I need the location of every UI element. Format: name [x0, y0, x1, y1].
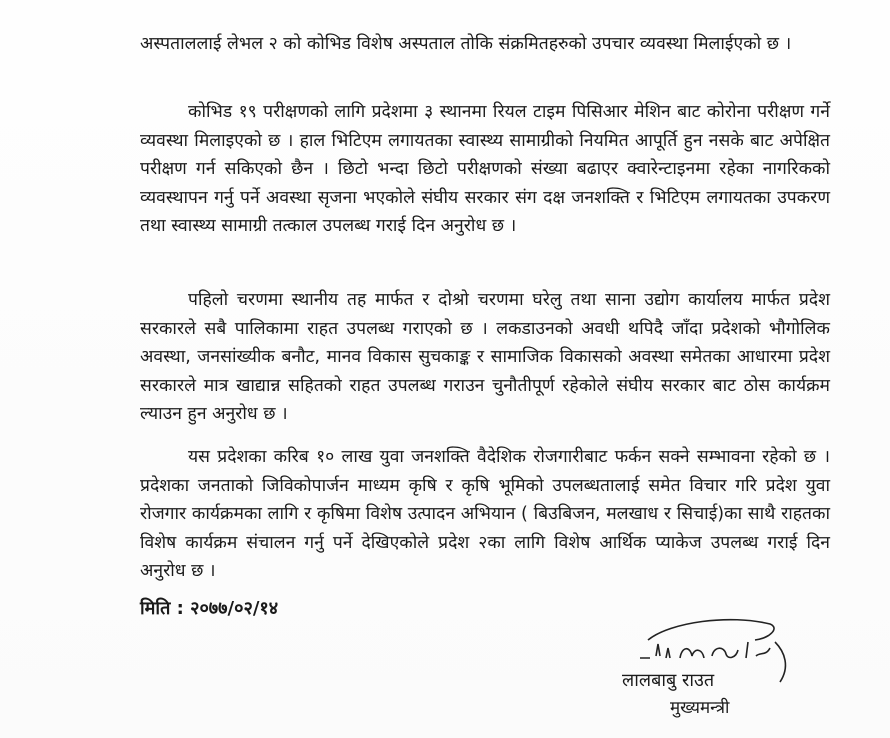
- paragraph-employment: यस प्रदेशका करिब १० लाख युवा जनशक्ति वैदेशिक रोजगारीबाट फर्कन सक्ने सम्भावना रहेको छ । प्रदेशका जनताको जिविकोपार्जन माध्यम कृषि र कृषि भूमिको उपलब्धतालाई समेत विचार गरि प्रदेश युवा रोजगार कार्यक्रमका लागि र कृषिमा विशेष उत्पादन अभियान ( बिउबिजन, मलखाध र सिचाई)का साथै राहतका विशेष कार्यक्रम संचालन गर्नु पर्ने देखिएकोले प्रदेश २का लागि विशेष आर्थिक प्याकेज उपलब्ध गराई दिन अनुरोध छ ।: [140, 447, 830, 581]
- signer-name: लालबाबु राउत: [622, 670, 715, 691]
- paragraph-relief: पहिलो चरणमा स्थानीय तह मार्फत र दोश्रो चरणमा घरेलु तथा साना उद्योग कार्यालय मार्फत प्रदेश सरकारले सबै पालिकामा राहत उपलब्ध गराएको छ । लकडाउनको अवधी थपिदै जाँदा प्रदेशको भौगोलिक अवस्था, जनसांख्यीक बनौट, मानव विकास सुचकाङ्क र सामाजिक विकासको अवस्था समेतका आधारमा प्रदेश सरकारले मात्र खाद्यान्न सहितको राहत उपलब्ध गराउन चुनौतीपूर्ण रहेकोले संघीय सरकार बाट ठोस कार्यक्रम ल्याउन हुन अनुरोध छ ।: [140, 290, 830, 424]
- paragraph-hospital: अस्पताललाई लेभल २ को कोभिड विशेष अस्पताल तोकि संक्रमितहरुको उपचार व्यवस्था मिलाईएको छ ।: [140, 34, 792, 54]
- date-line: मिति : २०७७/०२/१४: [140, 598, 279, 619]
- paragraph-testing: कोभिड १९ परीक्षणको लागि प्रदेशमा ३ स्थानमा रियल टाइम पिसिआर मेशिन बाट कोरोना परीक्षण गर्ने व्यवस्था मिलाइएको छ । हाल भिटिएम लगायतका स्वास्थ्य सामाग्रीको नियमित आपूर्ति हुन नसके बाट अपेक्षित परीक्षण गर्न सकिएको छैन । छिटो भन्दा छिटो परीक्षणको संख्या बढाएर क्वारेन्टाइनमा रहेका नागरिकको व्यवस्थापन गर्नु पर्ने अवस्था सृजना भएकोले संघीय सरकार संग दक्ष जनशक्ति र भिटिएम लगायतका उपकरण तथा स्वास्थ्य सामाग्री तत्काल उपलब्ध गराई दिन अनुरोध छ ।: [140, 102, 830, 236]
- signer-title: मुख्यमन्त्री: [670, 698, 730, 718]
